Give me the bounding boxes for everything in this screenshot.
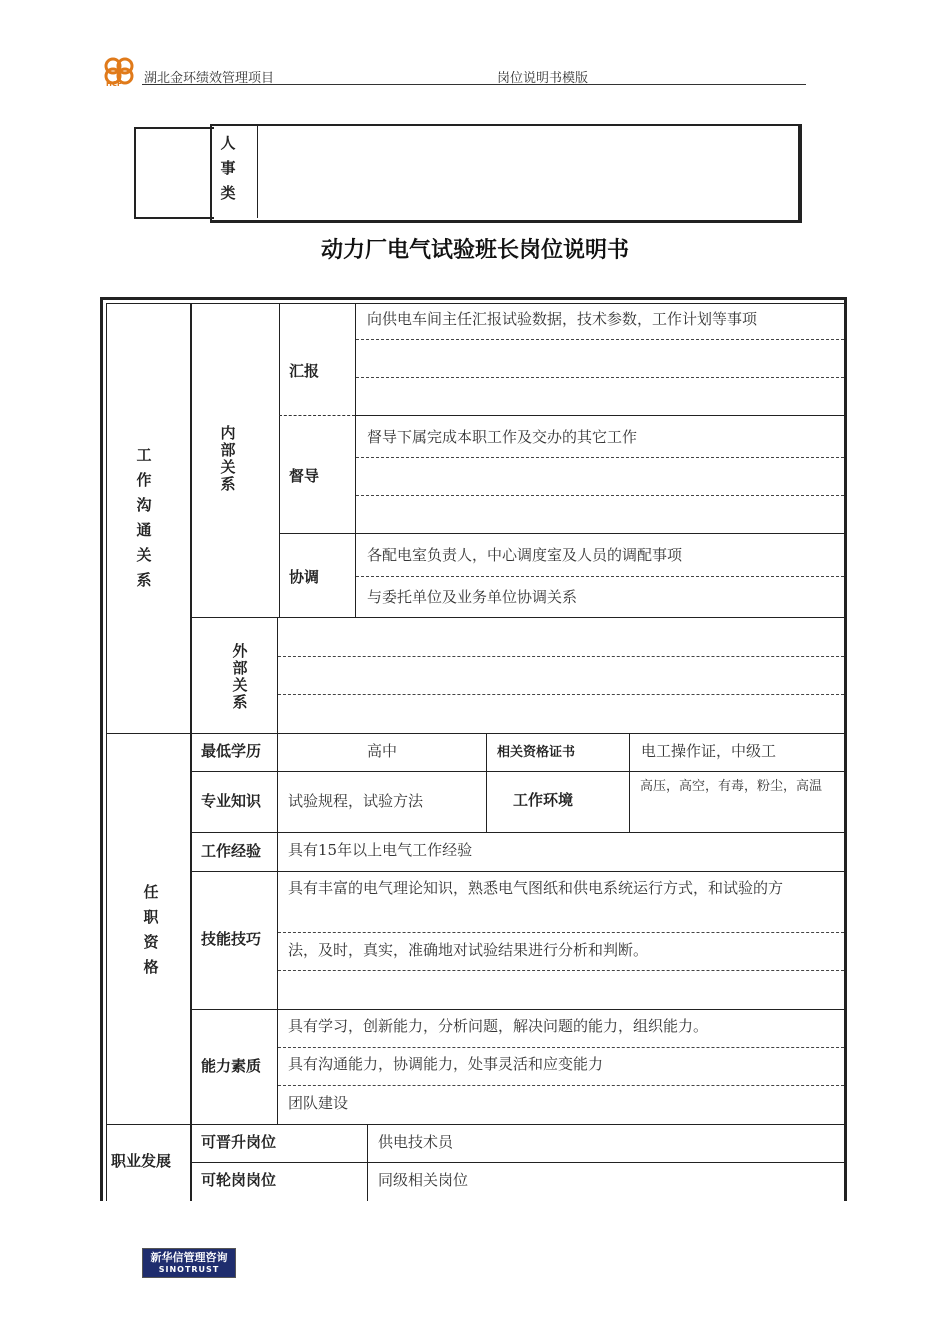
project-name: 湖北金环绩效管理项目 [144,71,275,86]
top-box [210,124,802,223]
coordinate-label: 协调 [289,568,320,586]
certificate-value: 电工操作证，中级工 [641,742,777,760]
supervise-label: 督导 [289,467,320,485]
career-label: 职业发展 [111,1152,172,1170]
consultancy-logo: 新华信管理咨询 SINOTRUST [142,1248,236,1278]
skills-line-1: 具有丰富的电气理论知识，熟悉电气图纸和供电系统运行方式，和试验的方 [288,879,784,897]
education-value: 高中 [367,742,398,760]
coordinate-line-1: 各配电室负责人，中心调度室及人员的调配事项 [367,546,683,564]
education-label: 最低学历 [201,742,262,760]
ability-line-1: 具有学习，创新能力，分析问题，解决问题的能力，组织能力。 [288,1017,709,1035]
promotion-value: 供电技术员 [378,1133,454,1151]
environment-value: 高压，高空，有毒，粉尘，高温 [640,779,823,794]
rotation-label: 可轮岗岗位 [201,1171,277,1189]
template-name: 岗位说明书模版 [497,71,589,86]
category-label: 人事类 [220,134,236,202]
logo-caption: HCF [106,80,122,88]
internal-relation-label: 内部关系 [220,424,236,493]
header-rule [142,84,806,85]
top-box-blank [134,127,214,219]
external-relation-label: 外部关系 [232,642,248,711]
ability-label: 能力素质 [201,1057,262,1075]
ability-line-3: 团队建设 [288,1094,349,1112]
knowledge-value: 试验规程，试验方法 [288,792,424,810]
coordinate-line-2: 与委托单位及业务单位协调关系 [367,588,578,606]
promotion-label: 可晋升岗位 [201,1133,277,1151]
communication-label: 工作沟通关系 [136,446,152,589]
environment-label: 工作环境 [513,791,574,809]
qualification-label: 任职资格 [143,883,159,976]
report-line-1: 向供电车间主任汇报试验数据，技术参数，工作计划等事项 [367,310,758,328]
skills-line-2: 法，及时，真实，准确地对试验结果进行分析和判断。 [288,941,649,959]
certificate-label: 相关资格证书 [497,745,576,760]
supervise-line-1: 督导下属完成本职工作及交办的其它工作 [367,428,638,446]
rotation-value: 同级相关岗位 [378,1171,469,1189]
knowledge-label: 专业知识 [201,792,262,810]
report-label: 汇报 [289,362,320,380]
ability-line-2: 具有沟通能力，协调能力，处事灵活和应变能力 [288,1055,604,1073]
skills-label: 技能技巧 [201,930,262,948]
experience-label: 工作经验 [201,842,262,860]
page-title: 动力厂电气试验班长岗位说明书 [320,238,629,263]
experience-value: 具有15年以上电气工作经验 [288,841,473,859]
